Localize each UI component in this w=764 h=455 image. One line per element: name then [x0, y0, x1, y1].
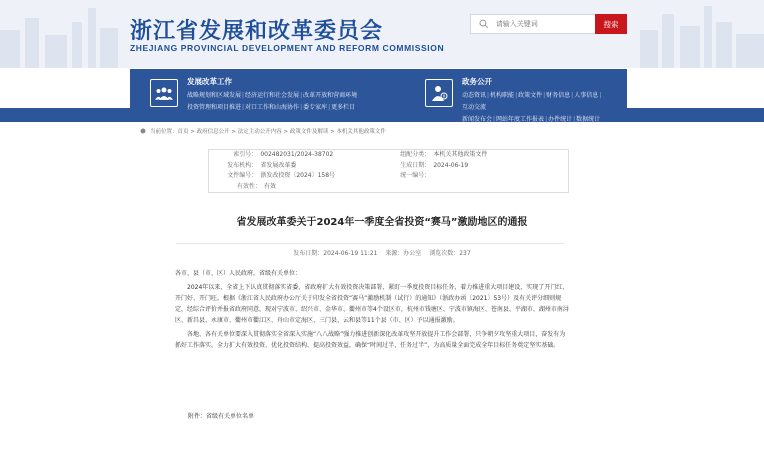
meta-date-value: 2024-06-19 — [433, 161, 469, 169]
view-count: 浏览次数：237 — [429, 250, 471, 257]
person-info-icon — [425, 79, 453, 107]
nav-link-data-stats[interactable]: 数据统计 — [576, 116, 601, 123]
nav-link-finance[interactable]: 财务信息 — [546, 92, 571, 99]
nav-links-development: 战略规划和区域发展|经济运行和社会发展|改革开放和营商环境 投资管理和项目推进|对口工作和山海协作|委专家库|更多栏目 — [187, 92, 358, 111]
breadcrumb-text[interactable]: 当前位置：首页 > 政府信息公开 > 法定主动公开内容 > 政策文件及解读 > 本机关其他政策文件 — [150, 129, 386, 135]
meta-issuer-value: 省发展改革委 — [260, 161, 297, 169]
nav-link-economy[interactable]: 经济运行和社会发展 — [245, 92, 300, 99]
nav-link-news[interactable]: 动态资讯 — [462, 92, 487, 99]
article-body — [175, 268, 570, 354]
document-meta-table — [208, 149, 569, 193]
nav-link-strategy[interactable]: 战略规划和区域发展 — [187, 92, 242, 99]
nav-link-reform[interactable]: 改革开放和营商环境 — [303, 92, 358, 99]
meta-docno-label: 文件编号： — [227, 172, 258, 179]
search-input[interactable] — [494, 19, 596, 29]
meta-category-label: 组配分类： — [400, 151, 431, 158]
meta-date-label: 生成日期： — [400, 161, 431, 169]
article-paragraph-1: 2024年以来，全省上下认真贯彻落实省委、省政府扩大有效投资决策部署，紧盯一季度投资目标任务，着力推进重大项目建设，实现了开门红、开门好、开门旺。根据《浙江省人民政府办公厅关于印发全省投资“赛马”激励机制（试行）的通知》（浙政办函〔2021〕53号）及有关评分细则规定，经综合评价并报省政府同意，现对宁波市、绍兴市、金华市、衢州市等4个设区市，杭州市钱塘区、宁波市镇海区、苍南县、平湖市、湖州市南浔区、新昌县、永康市、衢州市衢江区、舟山市定海区、三门县、云和县等11个县（市、区）予以通报激励。 — [175, 284, 569, 324]
search-box[interactable] — [470, 14, 597, 34]
nav-title-development[interactable]: 发展改革工作 — [187, 77, 232, 86]
meta-unified-value — [433, 171, 568, 182]
article-source: 来源：办公室 — [385, 250, 422, 257]
nav-section-development — [130, 69, 405, 116]
article-title: 省发展改革委关于2024年一季度全省投资“赛马”激励地区的通报 — [236, 217, 528, 228]
site-logo-en: ZHEJIANG PROVINCIAL DEVELOPMENT AND REFORM COMMISSION — [130, 43, 445, 53]
article-attachment[interactable]: 附件：省级有关单位名单 — [188, 413, 255, 420]
publish-date: 发布日期：2024-06-19 11:21 — [293, 250, 378, 257]
article-info — [0, 248, 764, 257]
nav-link-cooperation[interactable]: 对口工作和山海协作 — [245, 104, 300, 111]
meta-validity-value: 有效 — [264, 182, 277, 190]
article-greeting: 各市、县（市、区）人民政府，省级有关单位： — [175, 270, 302, 277]
meta-validity-label: 有效性： — [236, 182, 261, 190]
nav-link-investment[interactable]: 投资管理和项目推进 — [187, 104, 242, 111]
nav-links-public: 动态资讯|机构职能|政策文件|财务信息|人事信息|互动交流 新闻发布会|网站年度工作报表|办件统计|数据统计 — [462, 92, 602, 123]
title-divider — [176, 243, 564, 244]
meta-category-value: 本机关其他政策文件 — [433, 151, 488, 158]
nav-link-personnel[interactable]: 人事信息 — [574, 92, 599, 99]
site-logo-cn[interactable]: 浙江省发展和改革委员会 — [130, 18, 384, 44]
main-nav — [130, 69, 627, 123]
nav-link-more[interactable]: 更多栏目 — [331, 104, 356, 111]
article-paragraph-2: 各地、各有关单位要深入贯彻落实全省深入实施“八八战略”强力推进创新深化改革攻坚开放提升工作会部署，只争朝夕攻坚重大项目，奋发有为抓好工作落实，全力扩大有效投资、优化投资结构、提高投资效益，确保“时间过半、任务过半”，为高质量全面完成全年目标任务奠定坚实基础。 — [175, 331, 566, 349]
meta-index-label: 索引号： — [233, 151, 258, 158]
nav-link-interaction[interactable]: 互动交流 — [462, 104, 487, 111]
nav-title-public[interactable]: 政务公开 — [462, 77, 492, 86]
nav-link-annual-report[interactable]: 网站年度工作报表 — [496, 116, 545, 123]
nav-section-public — [405, 69, 627, 123]
meta-unified-label: 统一编号： — [400, 172, 431, 179]
nav-link-experts[interactable]: 委专家库 — [303, 104, 328, 111]
meta-issuer-label: 发布机构： — [227, 161, 258, 169]
people-group-icon — [150, 79, 178, 107]
search-button[interactable]: 搜索 — [595, 14, 627, 34]
breadcrumb — [140, 127, 386, 135]
site-header — [0, 0, 764, 68]
meta-docno-value: 浙发改投资〔2024〕158号 — [260, 172, 336, 179]
nav-link-case-stats[interactable]: 办件统计 — [548, 116, 573, 123]
nav-link-functions[interactable]: 机构职能 — [490, 92, 515, 99]
nav-link-policies[interactable]: 政策文件 — [518, 92, 543, 99]
search-icon — [479, 19, 489, 29]
location-icon — [140, 128, 146, 134]
meta-index-value: 002482031/2024-38702 — [260, 151, 334, 158]
nav-link-press[interactable]: 新闻发布会 — [462, 116, 493, 123]
